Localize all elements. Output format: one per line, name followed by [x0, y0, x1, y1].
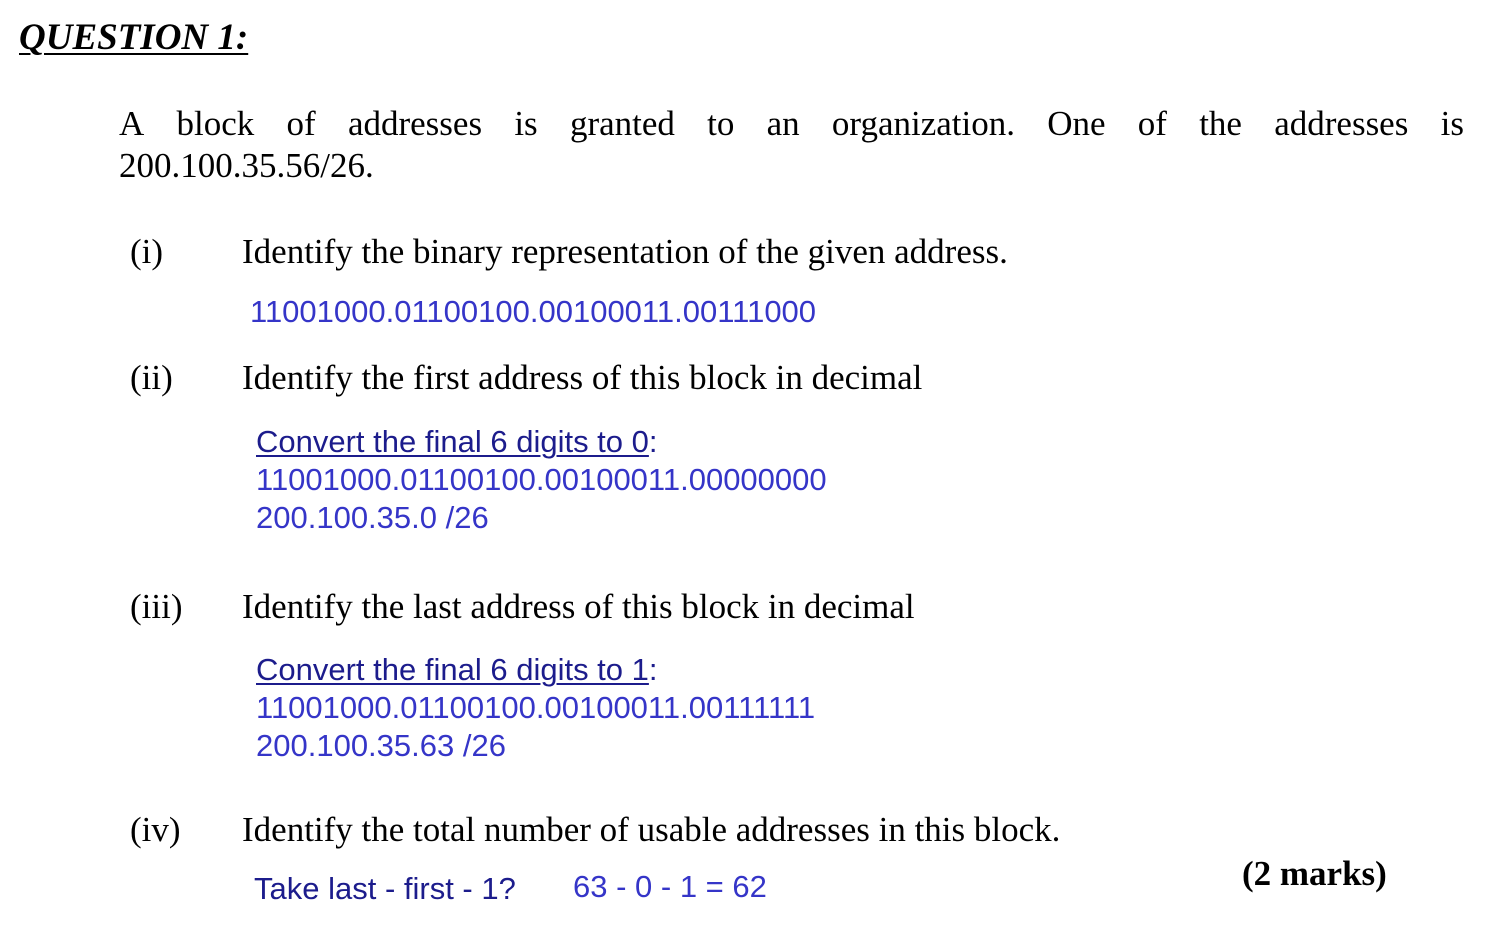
part-iii-binary: 11001000.01100100.00100011.00111111: [256, 690, 816, 725]
part-iii-note-text: Convert the final 6 digits to 1: [256, 652, 649, 687]
part-ii-decimal: 200.100.35.0 /26: [256, 500, 489, 535]
intro-line-2: 200.100.35.56/26.: [119, 146, 374, 185]
intro-word: A: [119, 104, 145, 143]
intro-word: to: [707, 104, 735, 143]
part-ii-question: Identify the first address of this block in decimal: [242, 358, 923, 397]
intro-word: the: [1199, 104, 1242, 143]
part-iii-question: Identify the last address of this block in decimal: [242, 587, 915, 626]
part-iii-numeral: (iii): [130, 587, 183, 626]
marks-label: (2 marks): [1242, 854, 1387, 893]
intro-word: granted: [569, 104, 675, 143]
intro-word: addresses: [347, 104, 483, 143]
part-ii-numeral: (ii): [130, 358, 173, 397]
part-ii-note: [256, 423, 658, 461]
part-ii-binary: 11001000.01100100.00100011.00000000: [256, 462, 827, 497]
intro-word: is: [1440, 104, 1464, 143]
part-i-numeral: (i): [130, 232, 164, 271]
part-iv-hint: Take last - first - 1?: [254, 871, 516, 906]
intro-word: One: [1047, 104, 1106, 143]
part-ii-note-colon: :: [648, 424, 658, 459]
intro-word: of: [286, 104, 316, 143]
intro-line-1: [119, 101, 1464, 147]
intro-word: of: [1137, 104, 1167, 143]
part-i-answer: 11001000.01100100.00100011.00111000: [250, 294, 817, 329]
part-iv-question: Identify the total number of usable addresses in this block.: [242, 810, 1061, 849]
intro-word: is: [514, 104, 538, 143]
question-title: QUESTION 1:: [19, 17, 249, 58]
part-iii-decimal: 200.100.35.63 /26: [256, 728, 506, 763]
part-iii-note-colon: :: [648, 652, 658, 687]
part-iv-numeral: (iv): [130, 810, 181, 849]
part-iv-answer: 63 - 0 - 1 = 62: [573, 869, 767, 904]
intro-word: organization.: [831, 104, 1015, 143]
part-ii-note-text: Convert the final 6 digits to 0: [256, 424, 649, 459]
part-iii-note: [256, 651, 658, 689]
intro-word: addresses: [1274, 104, 1409, 143]
part-i-question: Identify the binary representation of the given address.: [242, 232, 1008, 271]
intro-word: block: [176, 104, 255, 143]
intro-word: an: [766, 104, 800, 143]
